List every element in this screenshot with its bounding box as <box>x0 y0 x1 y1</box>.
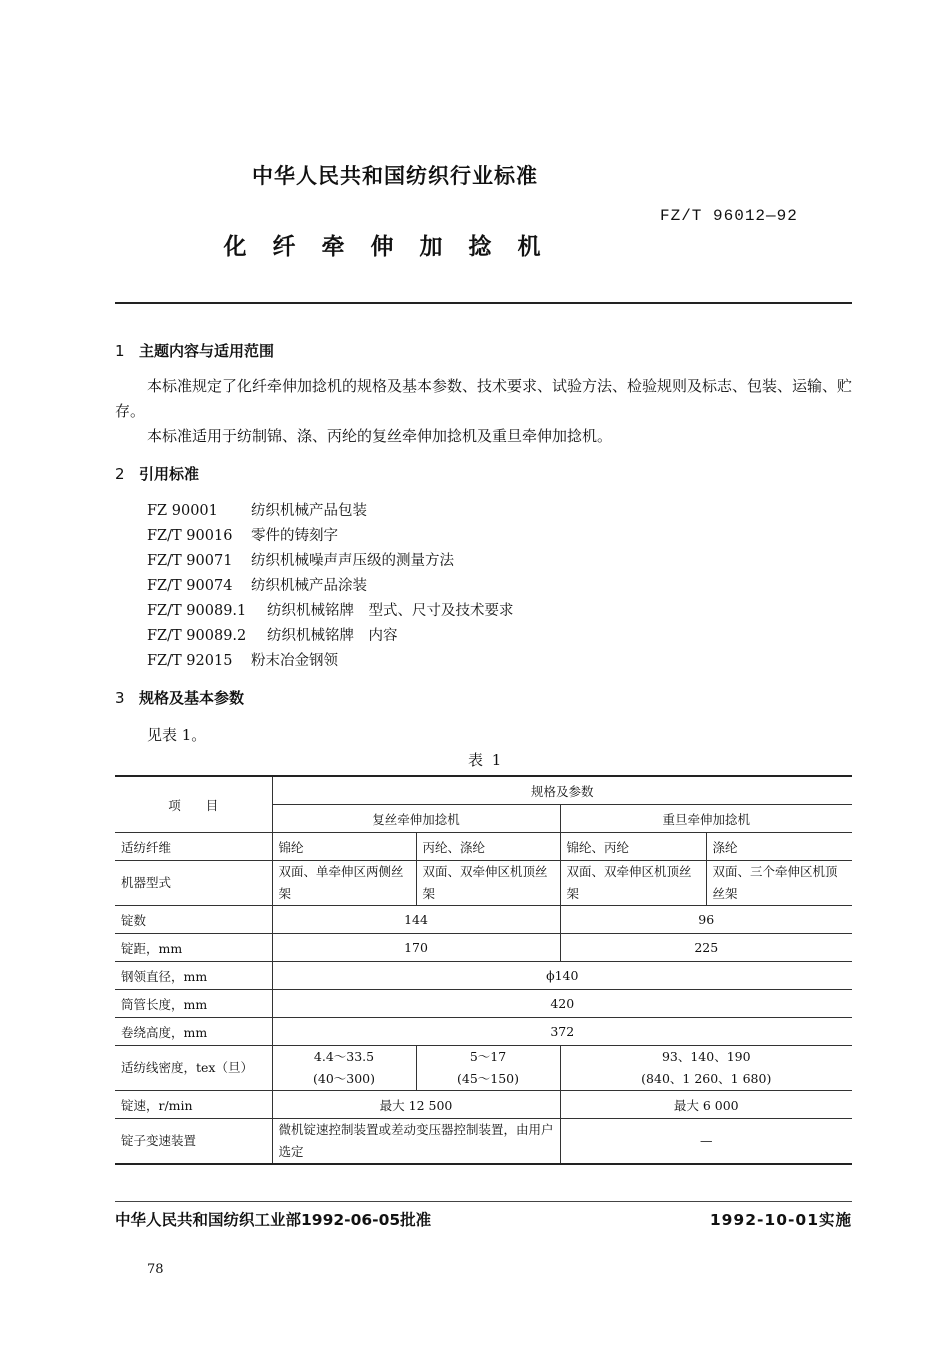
table-cell: 微机锭速控制装置或差动变压器控制装置，由用户选定 <box>272 1119 560 1165</box>
header-spec: 规格及参数 <box>272 776 852 805</box>
section-1-paragraph-2: 本标准适用于纺制锦、涤、丙纶的复丝牵伸加捻机及重旦牵伸加捻机。 <box>147 427 613 445</box>
table-cell: 双面、双牵伸区机顶丝架 <box>416 861 560 906</box>
table-row <box>115 1119 852 1165</box>
standard-code: FZ/T 96012—92 <box>660 207 798 225</box>
reference-code: FZ/T 90071 <box>147 553 233 569</box>
table-cell: — <box>560 1119 852 1165</box>
page-number: 78 <box>147 1262 164 1277</box>
table-row <box>115 1091 852 1119</box>
reference-name: 纺织机械噪声声压级的测量方法 <box>251 553 454 569</box>
table-cell: 锦纶 <box>272 833 416 861</box>
reference-item <box>147 624 514 649</box>
standard-category-title: 中华人民共和国纺织行业标准 <box>252 164 538 188</box>
approval-statement: 中华人民共和国纺织工业部1992-06-05批准 <box>115 1211 432 1229</box>
table-cell: 最大 6 000 <box>560 1091 852 1119</box>
reference-name: 纺织机械铭牌 型式、尺寸及技术要求 <box>267 603 514 619</box>
section-1-heading <box>115 340 274 361</box>
reference-item <box>147 574 514 599</box>
reference-name: 纺织机械产品包装 <box>251 503 367 519</box>
row-label: 锭距，mm <box>115 934 272 962</box>
reference-code: FZ/T 90089.2 <box>147 628 247 644</box>
cell-line: 5～17 <box>469 1049 507 1064</box>
table-row <box>115 861 852 906</box>
reference-item <box>147 599 514 624</box>
reference-code: FZ/T 90089.1 <box>147 603 247 619</box>
table-cell: ϕ140 <box>272 962 852 990</box>
section-3-heading <box>115 687 244 708</box>
row-label: 锭速，r/min <box>115 1091 272 1119</box>
section-number: 3 <box>115 689 125 707</box>
table-cell: 420 <box>272 990 852 1018</box>
table-cell: 丙纶、涤纶 <box>416 833 560 861</box>
header-item: 项 目 <box>115 776 272 833</box>
reference-code: FZ/T 90074 <box>147 578 233 594</box>
table-cell <box>560 1046 852 1091</box>
section-title: 规格及基本参数 <box>139 689 245 707</box>
reference-item <box>147 524 514 549</box>
row-label: 适纺纤维 <box>115 833 272 861</box>
table-cell <box>416 1046 560 1091</box>
row-label: 卷绕高度，mm <box>115 1018 272 1046</box>
section-2-heading <box>115 463 199 484</box>
table-caption: 表 1 <box>468 751 504 769</box>
cell-line: 93、140、190 <box>661 1049 751 1064</box>
effective-date: 1992-10-01实施 <box>709 1211 852 1229</box>
reference-name: 纺织机械产品涂装 <box>251 578 367 594</box>
table-cell <box>272 1046 416 1091</box>
reference-name: 零件的铸刻字 <box>251 528 338 544</box>
reference-code: FZ 90001 <box>147 503 218 519</box>
row-label: 锭子变速装置 <box>115 1119 272 1165</box>
row-label: 机器型式 <box>115 861 272 906</box>
table-cell: 372 <box>272 1018 852 1046</box>
reference-code: FZ/T 90016 <box>147 528 233 544</box>
cell-line: (840、1 260、1 680) <box>641 1071 772 1086</box>
row-label: 锭数 <box>115 906 272 934</box>
row-label: 钢领直径，mm <box>115 962 272 990</box>
table-cell: 双面、单牵伸区两侧丝架 <box>272 861 416 906</box>
cell-line: (40～300) <box>312 1071 376 1086</box>
reference-item <box>147 499 514 524</box>
table-row <box>115 990 852 1018</box>
reference-name: 粉末冶金钢领 <box>251 653 338 669</box>
reference-item <box>147 649 514 674</box>
spec-table <box>115 775 852 1165</box>
table-cell: 双面、三个牵伸区机顶丝架 <box>706 861 852 906</box>
table-row <box>115 833 852 861</box>
document-title: 化纤牵伸加捻机 <box>223 234 567 260</box>
table-cell: 96 <box>560 906 852 934</box>
title-divider <box>115 302 852 304</box>
section-number: 1 <box>115 342 125 360</box>
see-table-note: 见表 1。 <box>147 726 207 744</box>
table-row <box>115 1018 852 1046</box>
section-number: 2 <box>115 465 125 483</box>
cell-line: 4.4～33.5 <box>313 1049 375 1064</box>
table-row <box>115 934 852 962</box>
table-cell: 225 <box>560 934 852 962</box>
table-cell: 锦纶、丙纶 <box>560 833 706 861</box>
table-header-row <box>115 776 852 805</box>
table-cell: 双面、双牵伸区机顶丝架 <box>560 861 706 906</box>
table-cell: 170 <box>272 934 560 962</box>
table-cell: 144 <box>272 906 560 934</box>
table-cell: 涤纶 <box>706 833 852 861</box>
table-row <box>115 906 852 934</box>
row-label: 适纺线密度，tex（旦） <box>115 1046 272 1091</box>
reference-code: FZ/T 92015 <box>147 653 233 669</box>
table-row <box>115 1046 852 1091</box>
header-group-2: 重旦牵伸加捻机 <box>560 805 852 833</box>
table-row <box>115 962 852 990</box>
cell-line: (45～150) <box>456 1071 520 1086</box>
section-title: 主题内容与适用范围 <box>139 342 275 360</box>
table-cell: 最大 12 500 <box>272 1091 560 1119</box>
footer-divider <box>115 1201 852 1202</box>
row-label: 筒管长度，mm <box>115 990 272 1018</box>
section-title: 引用标准 <box>139 465 200 483</box>
header-group-1: 复丝牵伸加捻机 <box>272 805 560 833</box>
reference-item <box>147 549 514 574</box>
reference-name: 纺织机械铭牌 内容 <box>267 628 398 644</box>
reference-list <box>147 499 514 674</box>
section-1-paragraph-1: 本标准规定了化纤牵伸加捻机的规格及基本参数、技术要求、试验方法、检验规则及标志、包装、运输、贮存。 <box>115 377 853 420</box>
